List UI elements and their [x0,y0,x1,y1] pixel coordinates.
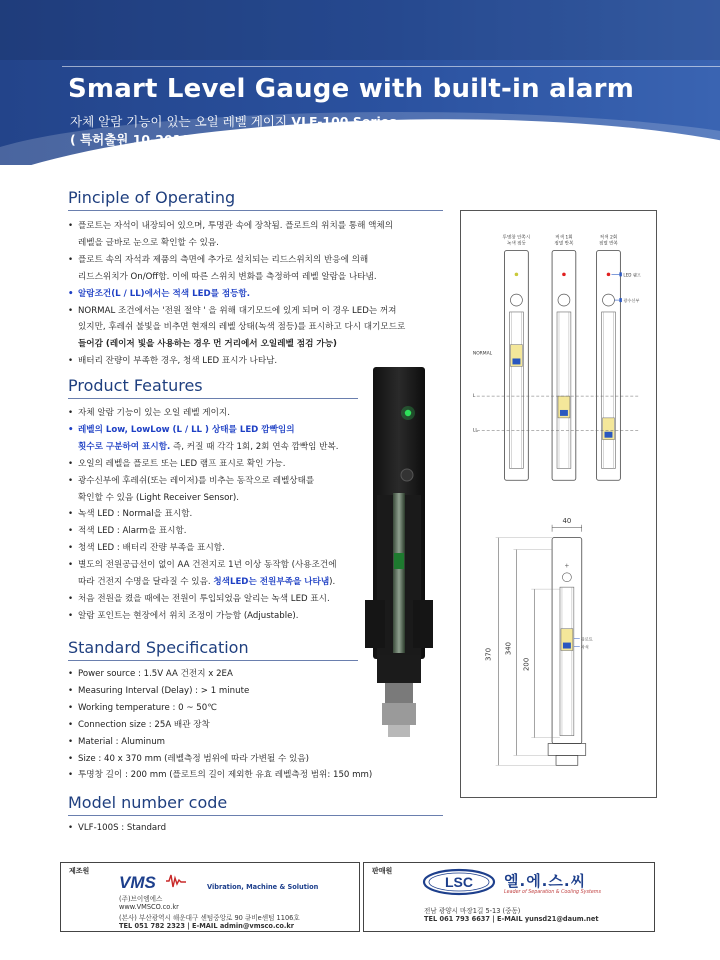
seller-name: 엘.에.스.씨 [504,872,587,890]
seller-label: 판매원 [372,867,393,875]
list-item: • 플로트는 자석이 내장되어 있으며, 투명관 속에 장착됨. 플로트의 위치를 통해 액체의 [68,218,448,235]
subtitle-series: VLF-100 Series [291,114,397,129]
seller-contact: TEL 061 793 6637 | E-MAIL yunsd21@daum.net [424,915,599,923]
vms-logo: VMS [119,873,156,892]
red-led-icon [562,273,566,277]
features-heading: Product Features [68,376,203,395]
list-item: • 투명창 길이 : 200 mm (플로트의 길이 제외한 유효 레벨측정 범위: 150 mm) [68,767,448,784]
caption-normal-2: 녹색 점등 [506,241,526,247]
spec-heading: Standard Specification [68,638,249,657]
patent-line: ( 특허출원 10-2019-0131487 / 특허출원 10-2020-0058432 ) [70,132,456,147]
dimension-drawing [485,517,593,766]
float-label: 플로트 [580,636,593,642]
normal-label: NORMAL [472,351,493,357]
list-item: 레벨을 글바로 눈으로 확인할 수 있음. [78,237,219,248]
model-heading: Model number code [68,793,228,812]
manufacturer-label: 제조원 [69,867,90,875]
list-item: • NORMAL 조건에서는 '전원 절약 ' 을 위해 대기모드에 있게 되며 이 경우 LED는 꺼져 [68,303,448,320]
svg-text:+: + [564,562,570,570]
caption-l-1: 적색 1회 [555,235,573,241]
seller-address: 전남 광양시 마장1길 5-13 (중동) [424,907,521,915]
pipe-fitting [385,683,413,703]
subtitle-korean: 자체 알람 기능이 있는 오일 레벨 게이지 [70,114,288,129]
list-item: • 배터리 잔량이 부족한 경우, 청색 LED 표시가 나타남. [68,353,448,370]
page-title: Smart Level Gauge with built-in alarm [68,74,634,104]
features-list [68,405,368,625]
technical-diagram [460,210,657,798]
list-item: • 녹색 LED : Normal을 표시함. [68,506,368,523]
list-item: • Measuring Interval (Delay) : > 1 minute [68,683,448,700]
l-label: L [472,394,476,400]
list-item [68,574,368,591]
model-divider [68,815,443,816]
vms-wave-icon [165,872,187,890]
list-item: • Power source : 1.5V AA 건전지 x 2EA [68,666,448,683]
caption-ll-2: 점멸 반복 [598,241,618,247]
seller-box [363,862,655,932]
page-subtitle [70,112,397,130]
lsc-logo-icon [422,868,496,896]
list-item: • Working temperature : 0 ~ 50℃ [68,700,448,717]
led-off-icon [515,273,519,277]
list-item: 있지만, 후레쉬 불빛을 비추면 현재의 레벨 상태(녹색 점등)를 표시하고 다시 대기모드로 [78,322,406,333]
list-item: • 알람 포인트는 현장에서 위치 조정이 가능함 (Adjustable). [68,608,368,625]
caption-ll-1: 적색 2회 [599,235,618,241]
plain-text: ). [329,577,336,588]
plain-text: 즉, 커질 때 각각 1회, 2회 연속 깜빡임 반복. [170,441,339,452]
list-item: • 별도의 전원공급선이 없이 AA 건전지로 1년 이상 동작함 (사용조건에 [68,557,368,574]
maker-tagline: Vibration, Machine & Solution [207,883,319,891]
list-item: 확인할 수 있음 (Light Receiver Sensor). [78,492,239,503]
manufacturer-box [60,862,360,932]
led-lamp-label: LED 램프 [623,272,641,278]
spec-divider [68,660,358,661]
gauge-lowlow [597,251,641,481]
list-item: • 레벨의 Low, LowLow (L / LL ) 상태를 LED 깜빡임의 [68,422,368,439]
list-item: • 알람조건(L / LL)에서는 적색 LED를 점등함. [68,286,448,303]
header-banner [0,0,720,165]
list-item: • 자체 알람 기능이 있는 오일 레벨 게이지. [68,405,368,422]
principle-list [68,218,448,370]
list-item: 들어감 (레이저 빛을 사용하는 경우 먼 거리에서 오일레벨 점검 가능) [78,339,337,350]
highlight-text: 청색LED는 전원부족을 나타냄 [213,577,330,588]
list-item: • VLF-100S : Standard [68,820,368,837]
lsc-logo-text: LSC [445,874,473,890]
gauge-low [552,251,576,481]
gauge-window [393,493,405,653]
list-item: • 청색 LED : 배터리 잔량 부족을 표시함. [68,540,368,557]
list-item: • Material : Aluminum [68,734,448,751]
principle-heading: Pinciple of Operating [68,188,236,207]
magnet-label: 자석 [580,644,589,650]
dim-width: 40 [562,516,572,525]
list-item: • Connection size : 25A 배관 장착 [68,717,448,734]
maker-name: (주)브이엠에스 [119,895,163,903]
highlight-text: 횟수로 구분하여 표시함. [78,441,171,452]
dim-370: 370 [484,647,493,662]
list-item: • 오일의 레벨을 플로트 또는 LED 램프 표시로 확인 가능. [68,456,368,473]
list-item: 리드스위치가 On/Off함. 이에 따른 스위치 변화를 측정하여 레벨 알람을 나타냄. [78,271,377,282]
list-item: • 광수신부에 후레쉬(또는 레이저)를 비추는 동작으로 레벨상태를 [68,473,368,490]
caption-normal-1: 투명창 안쪽시 [502,235,531,241]
list-item: • 플로트 속의 자석과 제품의 측면에 추가로 설치되는 리드스위치의 반응에 의해 [68,252,448,269]
maker-address: (본사) 부산광역시 해운대구 센텀중앙로 90 큐비e센텀 1106호 [119,914,300,922]
ll-label: LL [472,428,478,434]
list-item: • 처음 전원을 켰을 때에는 전원이 투입되었음 알리는 녹색 LED 표시. [68,591,368,608]
maker-website: www.VMSCO.co.kr [119,903,179,911]
red-led-icon [607,273,611,277]
sensor-label: 광수신부 [623,298,640,304]
plain-text: 따라 건전지 수명을 달라질 수 있음. [78,577,214,588]
maker-contact: TEL 051 782 2323 | E-MAIL admin@vmsco.co.kr [119,922,295,930]
dim-200: 200 [522,657,531,671]
features-divider [68,398,358,399]
principle-divider [68,210,443,211]
caption-l-2: 점멸 반복 [554,241,574,247]
list-item [68,439,368,456]
product-photo [345,365,445,740]
dim-340: 340 [504,641,513,656]
list-item: • 적색 LED : Alarm을 표시함. [68,523,368,540]
model-list [68,820,368,837]
gauge-normal [505,251,529,481]
seller-tagline: Leader of Separation & Cooling Systems [504,890,601,895]
list-item: • Size : 40 x 370 mm (레벨측정 범위에 따라 가변될 수 있음) [68,751,448,768]
